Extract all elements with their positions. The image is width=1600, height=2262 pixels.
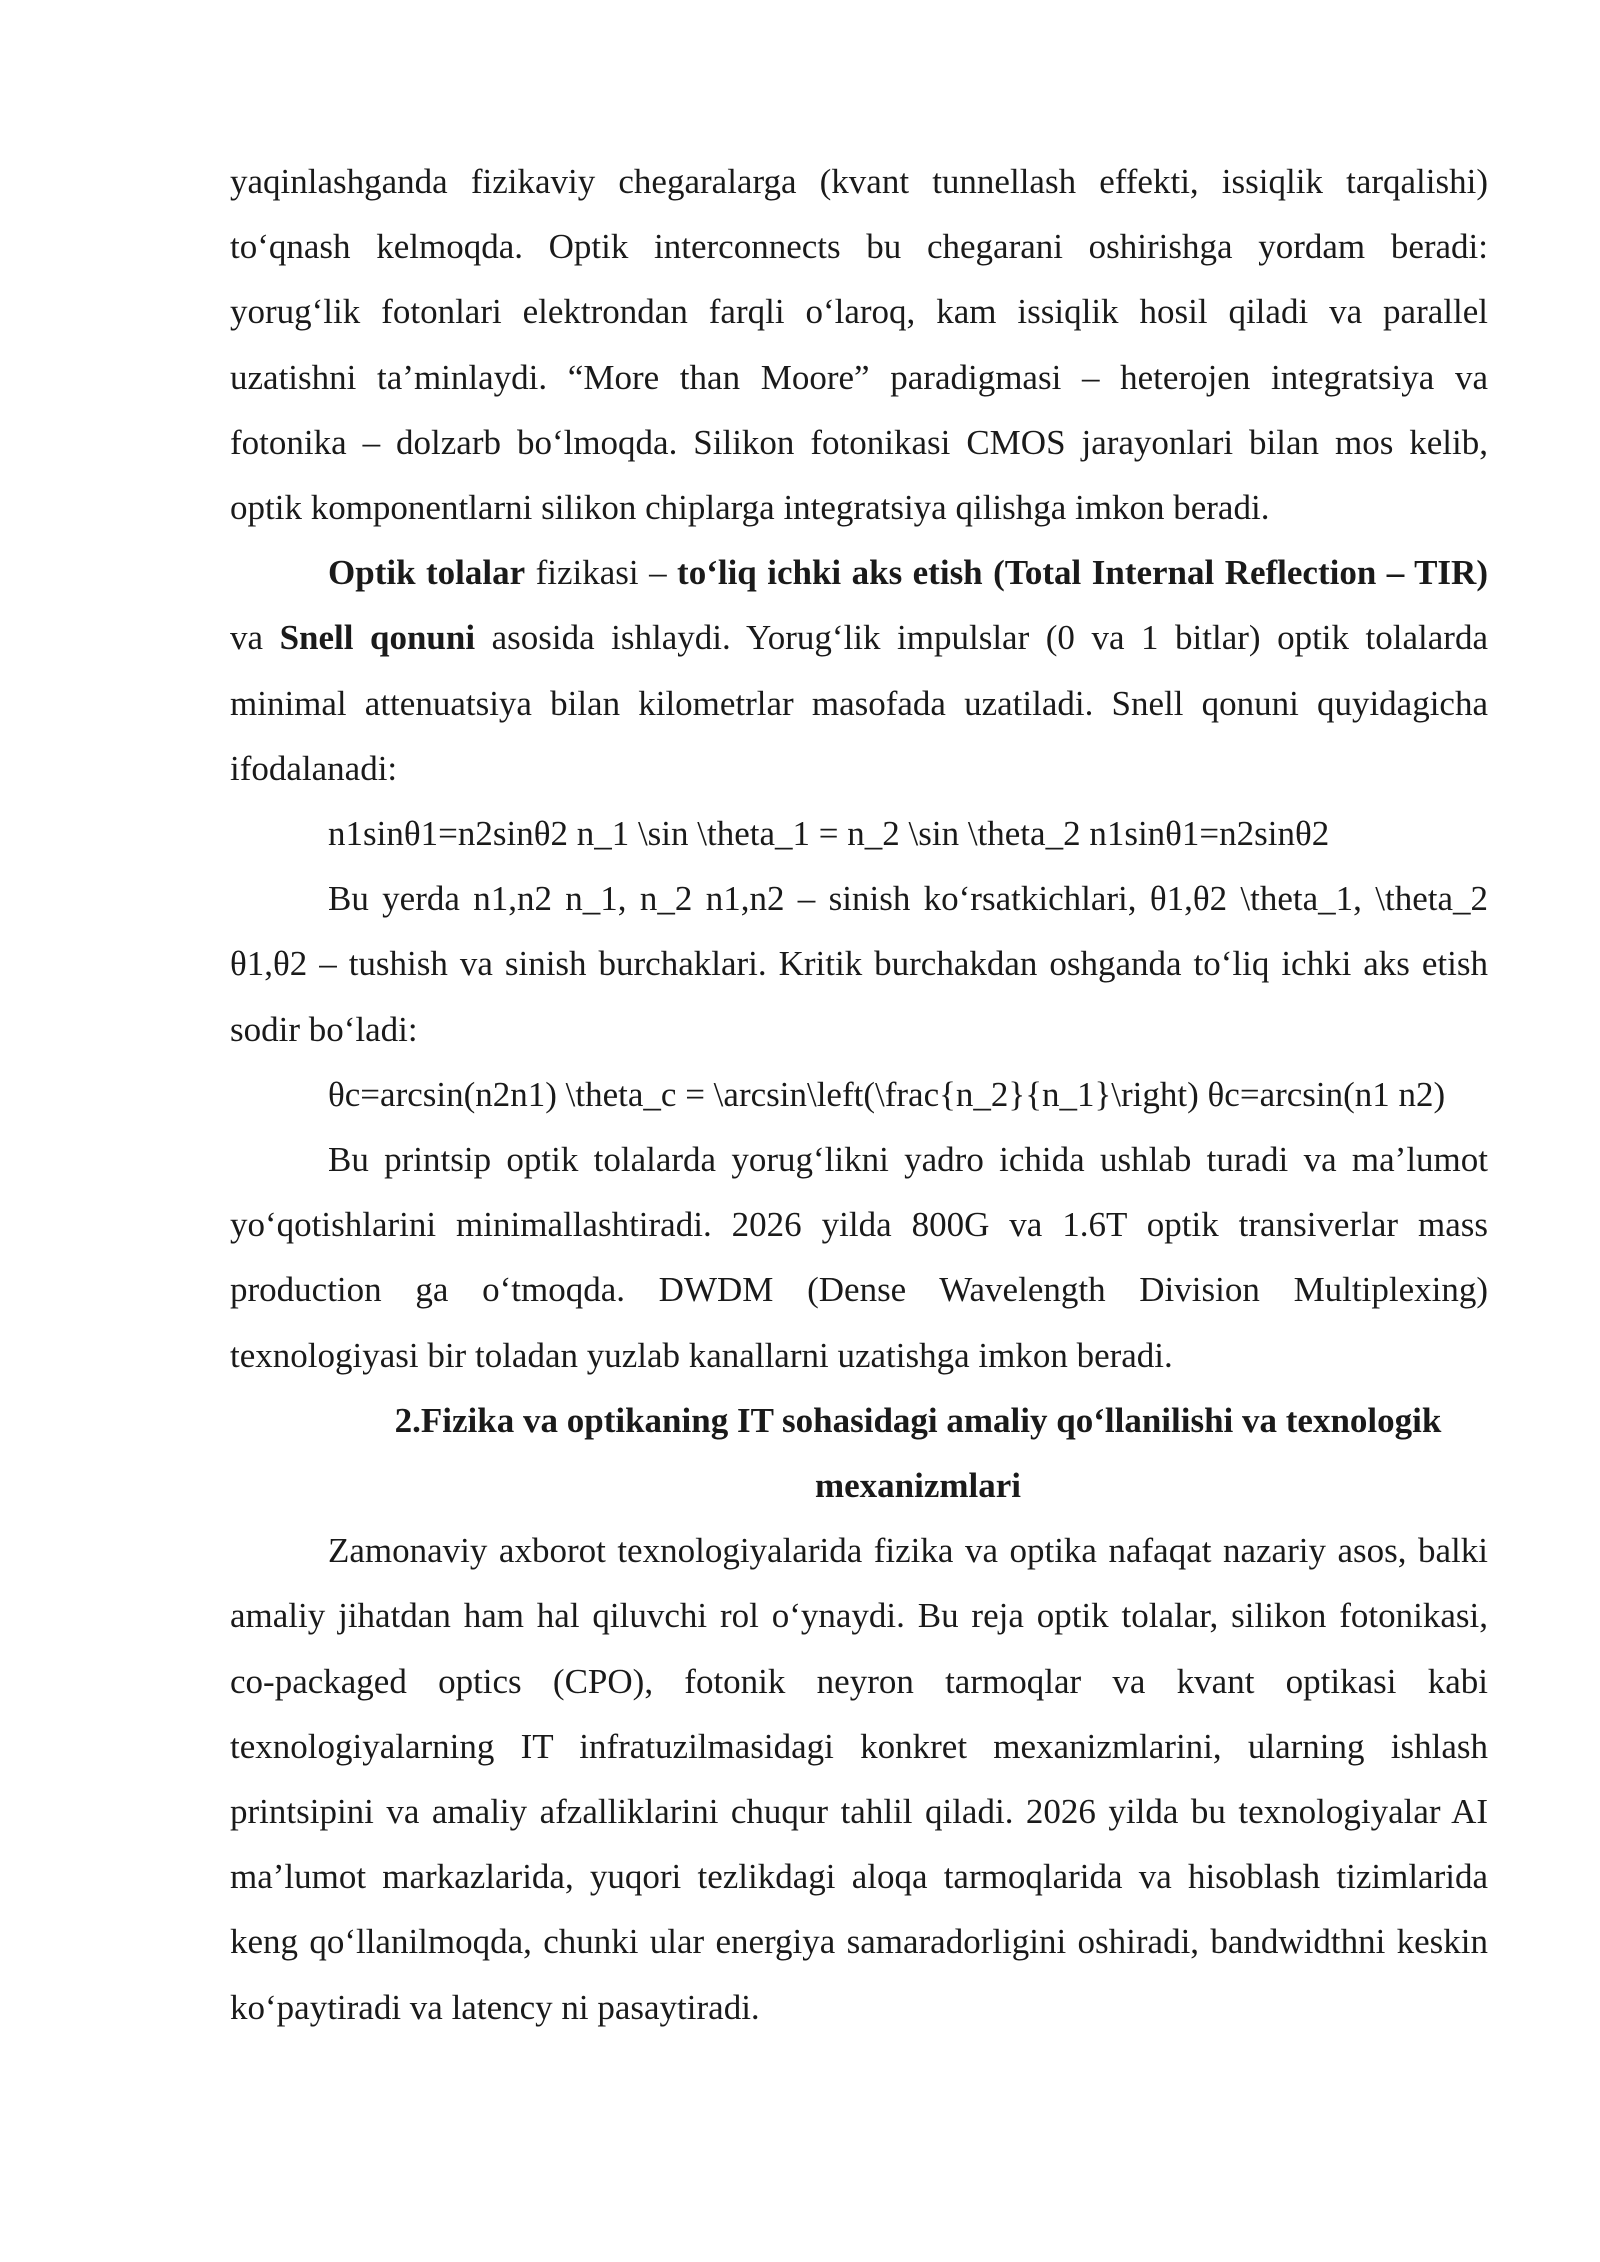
section-heading: 2.Fizika va optikaning IT sohasidagi amaliy qo‘llanilishi va texnologik mexanizmlari	[394, 1400, 1442, 1506]
page-content	[230, 149, 1488, 2040]
equation-snell: n1sinθ1=n2sinθ2 n_1 \sin \theta_1 = n_2 \sin \theta_2 n1sinθ1=n2sinθ2	[328, 814, 1330, 854]
paragraph-text: fizikasi –	[525, 553, 678, 593]
paragraph-modern-it: Zamonaviy axborot texnologiyalarida fizika va optika nafaqat nazariy asos, balki amaliy jihatdan ham hal qiluvchi rol o‘ynaydi. Bu reja optik tolalar, silikon fotonikasi, co-packaged optics (CPO), fotonik neyron tarmoqlar va kvant optikasi kabi texnologiyalarning IT infratuzilmasidagi konkret mexanizmlarini, ularning ishlash printsipini va amaliy afzalliklarini chuqur tahlil qiladi. 2026 yilda bu texnologiyalar AI ma’lumot markazlarida, yuqori tezlikdagi aloqa tarmoqlarida va hisoblash tizimlarida keng qo‘llanilmoqda, chunki ular energiya samaradorligini oshiradi, bandwidthni keskin ko‘paytiradi va latency ni pasaytiradi.	[230, 1531, 1488, 2027]
paragraph-optical-fibers	[230, 540, 1488, 801]
bold-term-snell-law: Snell qonuni	[279, 618, 476, 658]
equation-critical-angle: θc=arcsin(n2n1) \theta_c = \arcsin\left(\frac{n_2}{n_1}\right) θc=arcsin(n1 n2)	[328, 1074, 1446, 1114]
bold-term-optical-fibers: Optik tolalar	[328, 553, 526, 593]
bold-term-tir: to‘liq ichki aks etish (Total Internal Reflection – TIR)	[677, 553, 1488, 593]
paragraph-principle: Bu printsip optik tolalarda yorug‘likni yadro ichida ushlab turadi va ma’lumot yo‘qotishlarini minimallashtiradi. 2026 yilda 800G va 1.6T optik transiverlar mass production ga o‘tmoqda. DWDM (Dense Wavelength Division Multiplexing) texnologiyasi bir toladan yuzlab kanallarni uzatishga imkon beradi.	[230, 1140, 1488, 1375]
paragraph-refraction-indices: Bu yerda n1,n2 n_1, n_2 n1,n2 – sinish ko‘rsatkichlari, θ1,θ2 \theta_1, \theta_2 θ1,θ2 – tushish va sinish burchaklari. Kritik burchakdan oshganda to‘liq ichki aks etish sodir bo‘ladi:	[230, 879, 1488, 1049]
paragraph-text: va	[230, 618, 280, 658]
paragraph-continuation: yaqinlashganda fizikaviy chegaralarga (kvant tunnellash effekti, issiqlik tarqalishi) to‘qnash kelmoqda. Optik interconnects bu chegarani oshirishga yordam beradi: yorug‘lik fotonlari elektrondan farqli o‘laroq, kam issiqlik hosil qiladi va parallel uzatishni ta’minlaydi. “More than Moore” paradigmasi – heterojen integratsiya va fotonika – dolzarb bo‘lmoqda. Silikon fotonikasi CMOS jarayonlari bilan mos kelib, optik komponentlarni silikon chiplarga integratsiya qilishga imkon beradi.	[230, 162, 1488, 528]
paragraph-text: asosida ishlaydi. Yorug‘lik impulslar (0 va 1 bitlar) optik tolalarda minimal attenuatsiya bilan kilometrlar masofada uzatiladi. Snell qonuni quyidagicha ifodalanadi:	[230, 618, 1488, 788]
